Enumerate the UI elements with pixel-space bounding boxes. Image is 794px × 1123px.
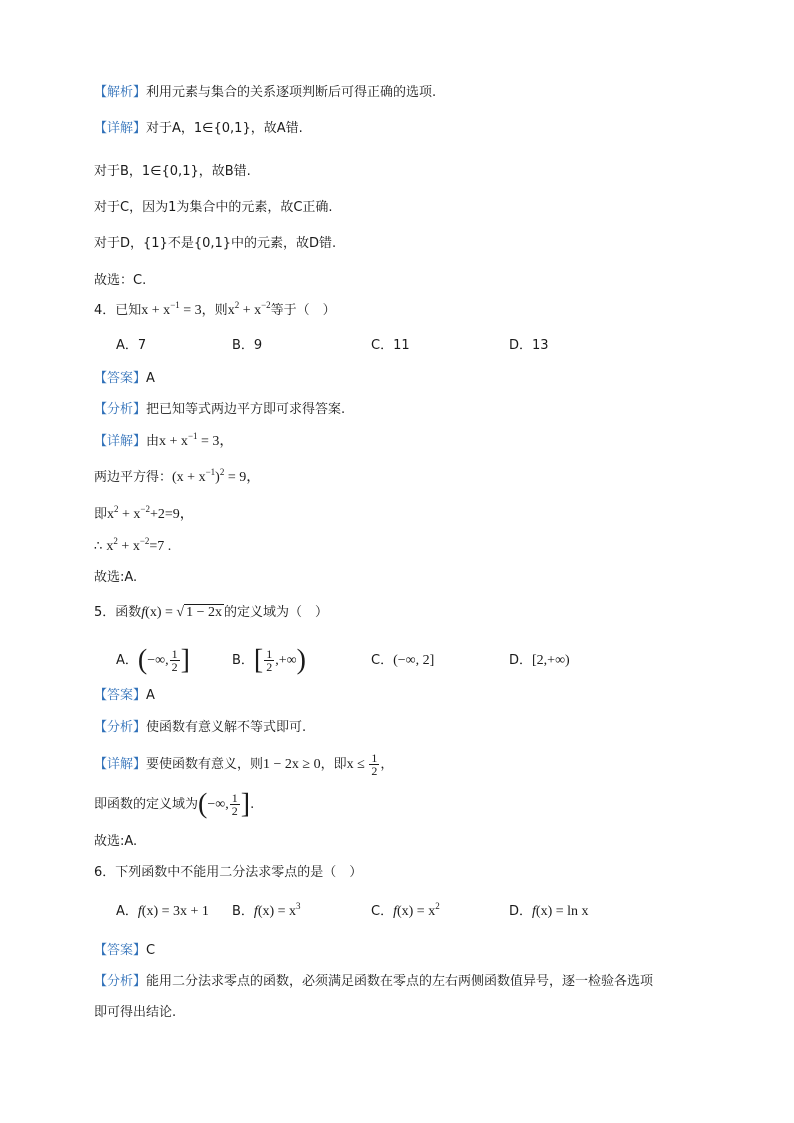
q5-choice: 故选:A. <box>94 834 138 849</box>
math-expression: $(x + x^{-1})^2 = 9$， <box>172 467 261 485</box>
math-expression: $x^2 + x^{-2}$ <box>227 300 271 318</box>
math-expression: $x + x^{-1} = 3$， <box>159 431 234 449</box>
option-a: A．(−∞, $\frac{1}{2}$ ] <box>116 644 190 676</box>
q3-option-b-analysis: 对于B，1∈{0,1}，故B错. <box>94 164 251 179</box>
q6-stem: 6．下列函数中不能用二分法求零点的是（ ） <box>94 865 363 880</box>
math-expression: $x^2 + x^{-2}+2=9$， <box>107 504 194 522</box>
q5-answer-line: 【答案】A <box>94 688 155 703</box>
q4-analysis-line: 【分析】把已知等式两边平方即可求得答案. <box>94 402 346 417</box>
option-d: D．[2,+∞) <box>509 653 570 668</box>
option-c: C．$f(x) = x^2$ <box>371 901 440 919</box>
detail-tag: 【详解】 <box>94 121 147 136</box>
option-a: A．f(x) = 3x + 1 <box>116 904 209 919</box>
math-expression: $x^2 + x^{-2}=7$ . <box>106 536 172 554</box>
option-d: D．13 <box>509 338 549 353</box>
detail-text: 对于A，1∈{0,1}，故A错. <box>146 121 303 136</box>
analysis-tag: 【解析】 <box>94 85 147 100</box>
math-expression: f(x) = √ 1 − 2x <box>141 605 222 620</box>
answer: A <box>146 371 155 386</box>
q4-detail-line: 【详解】由$x + x^{-1} = 3$， <box>94 431 234 449</box>
q5-detail-line: 【详解】要使函数有意义，则1 − 2x ≥ 0，即x ≤ $\frac{1}{2}$ ， <box>94 751 394 778</box>
q3-option-d-analysis: 对于D，{1}不是{0,1}中的元素，故D错. <box>94 236 337 251</box>
q6-analysis-line: 【分析】能用二分法求零点的函数，必须满足函数在零点的左右两侧函数值异号，逐一检验各选项 <box>94 974 654 989</box>
option-c: C．11 <box>371 338 410 353</box>
option-b: B．9 <box>232 338 263 353</box>
q6-answer-line: 【答案】C <box>94 943 156 958</box>
q3-option-c-analysis: 对于C，因为1为集合中的元素，故C正确. <box>94 200 333 215</box>
math-expression: $x + x^{-1} = 3$ <box>141 300 202 318</box>
q4-expand-line: 即$x^2 + x^{-2}+2=9$， <box>94 504 194 522</box>
q3-choice: 故选：C. <box>94 273 147 288</box>
q5-analysis-line: 【分析】使函数有意义解不等式即可. <box>94 720 307 735</box>
q3-analysis-line <box>94 83 436 103</box>
analysis-text: 利用元素与集合的关系逐项判断后可得正确的选项. <box>146 85 437 100</box>
q5-domain-line: 即函数的定义域为(−∞, $\frac{1}{2}$ ]. <box>94 788 255 820</box>
q3-detail-line <box>94 119 303 139</box>
answer: A <box>146 688 155 703</box>
q5-stem: 5．函数f(x) = √ 1 − 2x 的定义域为（ ） <box>94 605 328 620</box>
q4-stem: 4．已知$x + x^{-1} = 3$，则$x^2 + x^{-2}$等于（ ） <box>94 300 336 318</box>
math-expression: x ≤ <box>346 757 369 772</box>
option-a: A．7 <box>116 338 147 353</box>
q4-result-line: ∴ $x^2 + x^{-2}=7$ . <box>94 536 172 554</box>
q4-square-line: 两边平方得：$(x + x^{-1})^2 = 9$， <box>94 467 261 485</box>
q5-options <box>116 646 596 676</box>
math-expression: 1 − 2x ≥ 0 <box>263 757 321 772</box>
option-c: C．(−∞, 2] <box>371 653 435 668</box>
answer: C <box>146 943 156 958</box>
q4-answer-line: 【答案】A <box>94 371 155 386</box>
option-b: B．[ $\frac{1}{2}$ ,+∞) <box>232 644 306 676</box>
option-d: D．f(x) = ln x <box>509 904 589 919</box>
q6-analysis-line-2: 即可得出结论. <box>94 1005 177 1020</box>
q4-choice: 故选:A. <box>94 570 138 585</box>
option-b: B．$f(x) = x^3$ <box>232 901 301 919</box>
